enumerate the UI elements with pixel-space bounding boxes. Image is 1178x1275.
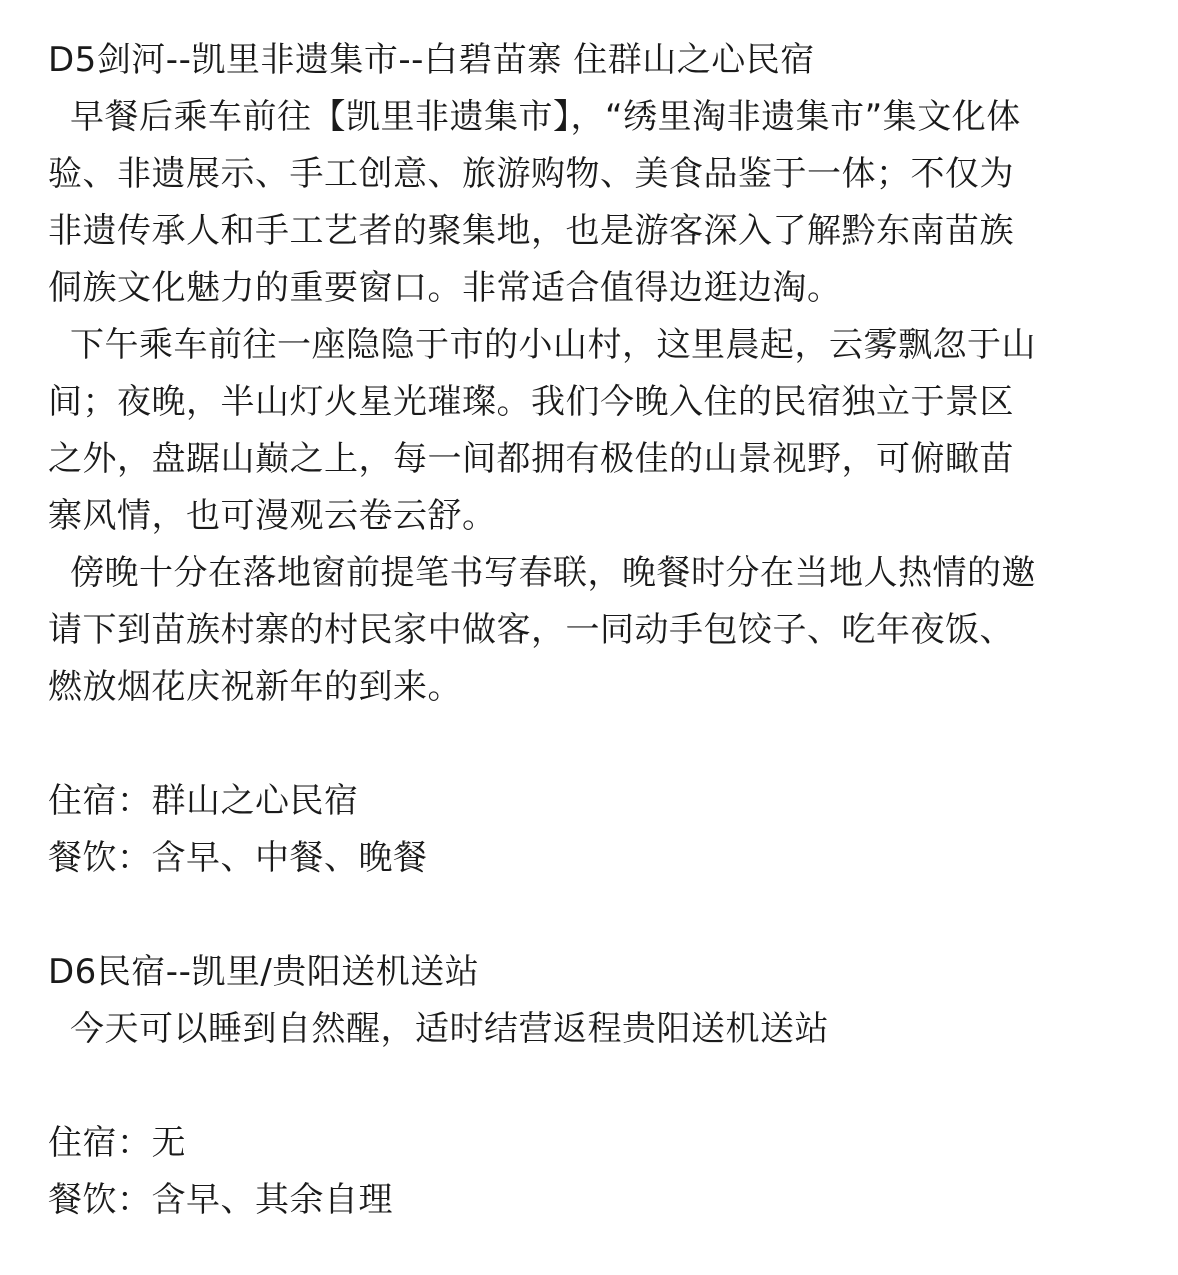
- d5-paragraph-1: [48, 89, 1130, 317]
- d5-paragraph-2: [48, 317, 1130, 545]
- text-line: 早餐后乘车前往【凯里非遗集市】，“绣里淘非遗集市”集文化体: [70, 97, 1021, 137]
- text-line: 寨风情，也可漫观云卷云舒。: [48, 496, 497, 536]
- d5-meals: 餐饮：含早、中餐、晚餐: [48, 838, 428, 878]
- d6-lodging: 住宿：无: [48, 1123, 186, 1163]
- d6-paragraph-1: 今天可以睡到自然醒，适时结营返程贵阳送机送站: [70, 1009, 829, 1049]
- text-line: 间；夜晚，半山灯火星光璀璨。我们今晚入住的民宿独立于景区: [48, 382, 1014, 422]
- spacer: [48, 716, 1130, 773]
- d5-lodging: 住宿：群山之心民宿: [48, 781, 359, 821]
- text-line: 侗族文化魅力的重要窗口。非常适合值得边逛边淘。: [48, 268, 842, 308]
- text-line: 非遗传承人和手工艺者的聚集地，也是游客深入了解黔东南苗族: [48, 211, 1014, 251]
- text-line: 下午乘车前往一座隐隐于市的小山村，这里晨起，云雾飘忽于山: [70, 325, 1036, 365]
- d5-title: D5剑河--凯里非遗集市--白碧苗寨 住群山之心民宿: [48, 40, 815, 80]
- text-line: 燃放烟花庆祝新年的到来。: [48, 667, 462, 707]
- text-line: 之外，盘踞山巅之上，每一间都拥有极佳的山景视野，可俯瞰苗: [48, 439, 1014, 479]
- text-line: 请下到苗族村寨的村民家中做客，一同动手包饺子、吃年夜饭、: [48, 610, 1014, 650]
- spacer: [48, 887, 1130, 944]
- d6-meals: 餐饮：含早、其余自理: [48, 1180, 393, 1220]
- spacer: [48, 1058, 1130, 1115]
- itinerary-document: [48, 32, 1130, 1229]
- text-line: 傍晚十分在落地窗前提笔书写春联，晚餐时分在当地人热情的邀: [70, 553, 1036, 593]
- d5-paragraph-3: [48, 545, 1130, 716]
- d6-title: D6民宿--凯里/贵阳送机送站: [48, 952, 480, 992]
- text-line: 验、非遗展示、手工创意、旅游购物、美食品鉴于一体；不仅为: [48, 154, 1014, 194]
